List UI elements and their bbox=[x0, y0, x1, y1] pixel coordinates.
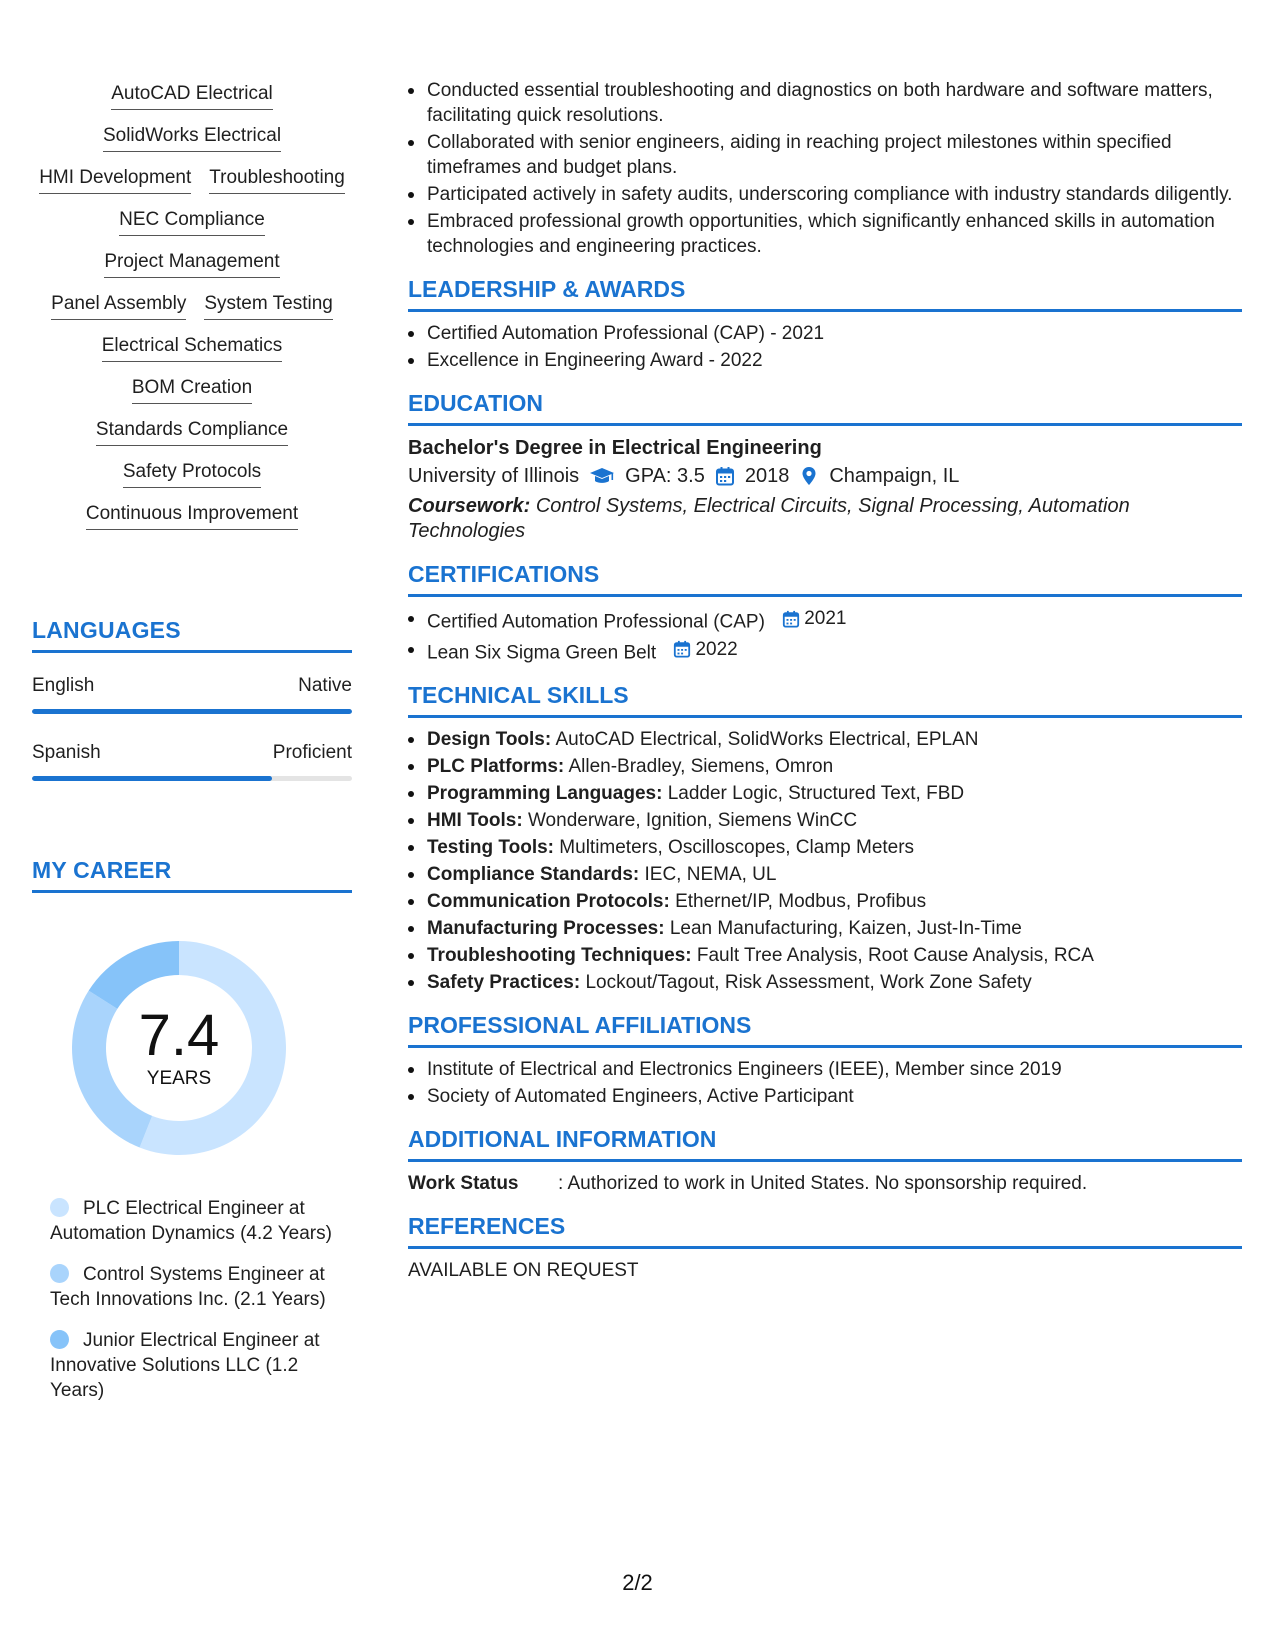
affiliation-item: Society of Automated Engineers, Active Participant bbox=[408, 1084, 1242, 1109]
technical-skill-item bbox=[408, 835, 1242, 860]
technical-skill-item bbox=[408, 754, 1242, 779]
technical-skill-label: Programming Languages: bbox=[427, 783, 663, 804]
experience-bullets bbox=[408, 78, 1242, 259]
skills-row bbox=[32, 166, 352, 194]
experience-bullet: Embraced professional growth opportunities, which significantly enhanced skills in automation technologies and engineering practices. bbox=[408, 209, 1242, 259]
certification-item bbox=[408, 637, 1242, 666]
skills-row bbox=[32, 502, 352, 530]
language-level: Native bbox=[298, 675, 352, 696]
experience-bullet: Participated actively in safety audits, underscoring compliance with industry standards diligently. bbox=[408, 182, 1242, 207]
education-heading: EDUCATION bbox=[408, 390, 544, 416]
section-rule bbox=[408, 1246, 1242, 1249]
skill-tag: Standards Compliance bbox=[96, 418, 288, 446]
languages-rule bbox=[32, 650, 352, 653]
skill-tag: NEC Compliance bbox=[119, 208, 265, 236]
technical-skill-value: Multimeters, Oscilloscopes, Clamp Meters bbox=[559, 837, 915, 858]
career-heading: MY CAREER bbox=[32, 857, 172, 883]
certification-name: Lean Six Sigma Green Belt bbox=[427, 642, 657, 663]
main-column bbox=[408, 78, 1242, 1283]
additional-info-section bbox=[408, 1125, 1242, 1196]
references-section bbox=[408, 1212, 1242, 1283]
language-name: English bbox=[32, 675, 95, 696]
affiliations-section bbox=[408, 1011, 1242, 1109]
skill-tag: HMI Development bbox=[39, 166, 191, 194]
affiliations-list bbox=[408, 1057, 1242, 1109]
skills-column bbox=[32, 82, 352, 530]
career-total-unit: YEARS bbox=[146, 1068, 212, 1089]
coursework-label: Coursework: bbox=[408, 495, 531, 517]
references-text: AVAILABLE ON REQUEST bbox=[408, 1260, 639, 1281]
technical-skill-label: PLC Platforms: bbox=[427, 756, 565, 777]
language-english bbox=[32, 675, 352, 714]
technical-skill-value: Allen-Bradley, Siemens, Omron bbox=[568, 756, 834, 777]
work-status-value: : Authorized to work in United States. No sponsorship required. bbox=[558, 1173, 1088, 1194]
section-rule bbox=[408, 594, 1242, 597]
career-item bbox=[50, 1196, 340, 1246]
skills-row bbox=[32, 460, 352, 488]
work-status-label: Work Status bbox=[408, 1173, 519, 1194]
affiliation-item: Institute of Electrical and Electronics Engineers (IEEE), Member since 2019 bbox=[408, 1057, 1242, 1082]
technical-skill-label: Troubleshooting Techniques: bbox=[427, 945, 692, 966]
technical-skills-heading: TECHNICAL SKILLS bbox=[408, 682, 629, 708]
skills-tags bbox=[32, 82, 352, 530]
technical-skill-value: AutoCAD Electrical, SolidWorks Electrical, EPLAN bbox=[555, 729, 979, 750]
award-item: Excellence in Engineering Award - 2022 bbox=[408, 348, 1242, 373]
career-item bbox=[50, 1328, 340, 1403]
legend-dot-icon bbox=[50, 1198, 69, 1217]
languages-section bbox=[32, 617, 352, 781]
career-rule bbox=[32, 890, 352, 893]
skill-tag: Troubleshooting bbox=[209, 166, 345, 194]
page-number: 2/2 bbox=[622, 1570, 653, 1595]
section-rule bbox=[408, 715, 1242, 718]
leadership-heading: LEADERSHIP & AWARDS bbox=[408, 276, 686, 302]
coursework bbox=[408, 494, 1242, 544]
language-bar-track bbox=[32, 776, 352, 781]
technical-skills-section bbox=[408, 681, 1242, 995]
skills-row bbox=[32, 124, 352, 152]
skill-tag: SolidWorks Electrical bbox=[103, 124, 281, 152]
graduation-cap-icon bbox=[589, 466, 615, 486]
skills-row bbox=[32, 418, 352, 446]
education-details bbox=[408, 461, 1242, 491]
career-total-years: 7.4 bbox=[138, 1003, 220, 1068]
experience-bullet: Conducted essential troubleshooting and diagnostics on both hardware and software matters, facilitating quick resolutions. bbox=[408, 78, 1242, 128]
school-name: University of Illinois bbox=[408, 465, 580, 487]
technical-skill-item bbox=[408, 808, 1242, 833]
skill-tag: Project Management bbox=[104, 250, 279, 278]
career-donut-chart bbox=[66, 935, 292, 1161]
language-bar-fill bbox=[32, 709, 352, 714]
section-rule bbox=[408, 423, 1242, 426]
leadership-list bbox=[408, 321, 1242, 373]
separator bbox=[715, 466, 735, 486]
technical-skill-label: Compliance Standards: bbox=[427, 864, 640, 885]
skill-tag: Panel Assembly bbox=[51, 292, 186, 320]
leadership-section bbox=[408, 275, 1242, 373]
skills-row bbox=[32, 250, 352, 278]
technical-skill-item bbox=[408, 943, 1242, 968]
technical-skills-list bbox=[408, 727, 1242, 995]
separator bbox=[589, 466, 615, 486]
coursework-list: Control Systems, Electrical Circuits, Signal Processing, Automation Technologies bbox=[408, 495, 1130, 542]
calendar-icon bbox=[673, 640, 691, 658]
language-level: Proficient bbox=[272, 742, 352, 763]
additional-info-heading: ADDITIONAL INFORMATION bbox=[408, 1126, 717, 1152]
skill-tag: AutoCAD Electrical bbox=[111, 82, 273, 110]
location-pin-icon bbox=[799, 466, 819, 486]
skill-tag: Safety Protocols bbox=[123, 460, 261, 488]
technical-skill-item bbox=[408, 727, 1242, 752]
certification-name: Certified Automation Professional (CAP) bbox=[427, 611, 765, 633]
experience-bullet: Collaborated with senior engineers, aiding in reaching project milestones within specified timeframes and budget plans. bbox=[408, 130, 1242, 180]
technical-skill-value: Wonderware, Ignition, Siemens WinCC bbox=[527, 810, 858, 831]
certifications-section bbox=[408, 560, 1242, 665]
education-section bbox=[408, 389, 1242, 544]
technical-skill-item bbox=[408, 970, 1242, 995]
gpa: GPA: 3.5 bbox=[625, 465, 705, 487]
section-rule bbox=[408, 309, 1242, 312]
career-item-text: Junior Electrical Engineer at Innovative Solutions LLC (1.2 Years) bbox=[50, 1330, 320, 1401]
calendar-icon bbox=[715, 466, 735, 486]
legend-dot-icon bbox=[50, 1264, 69, 1283]
career-item bbox=[50, 1262, 340, 1312]
skill-tag: System Testing bbox=[204, 292, 332, 320]
donut-center bbox=[66, 935, 292, 1161]
school-location: Champaign, IL bbox=[829, 465, 960, 487]
career-section bbox=[32, 857, 352, 893]
legend-dot-icon bbox=[50, 1330, 69, 1349]
technical-skill-value: Ethernet/IP, Modbus, Profibus bbox=[675, 891, 927, 912]
section-rule bbox=[408, 1045, 1242, 1048]
separator bbox=[799, 466, 819, 486]
technical-skill-item bbox=[408, 916, 1242, 941]
technical-skill-label: Safety Practices: bbox=[427, 972, 581, 993]
degree-title: Bachelor's Degree in Electrical Engineering bbox=[408, 437, 822, 459]
technical-skill-item bbox=[408, 889, 1242, 914]
skills-row bbox=[32, 82, 352, 110]
technical-skill-label: Communication Protocols: bbox=[427, 891, 670, 912]
language-name: Spanish bbox=[32, 742, 101, 763]
career-item-text: Control Systems Engineer at Tech Innovations Inc. (2.1 Years) bbox=[50, 1264, 326, 1310]
language-row bbox=[32, 675, 352, 697]
language-spanish bbox=[32, 742, 352, 781]
skills-row bbox=[32, 292, 352, 320]
career-item-text: PLC Electrical Engineer at Automation Dynamics (4.2 Years) bbox=[50, 1198, 332, 1244]
technical-skill-label: Manufacturing Processes: bbox=[427, 918, 665, 939]
skill-tag: Continuous Improvement bbox=[86, 502, 298, 530]
technical-skill-value: Ladder Logic, Structured Text, FBD bbox=[667, 783, 965, 804]
language-row bbox=[32, 742, 352, 764]
career-legend bbox=[50, 1196, 340, 1419]
skills-row bbox=[32, 376, 352, 404]
technical-skill-value: IEC, NEMA, UL bbox=[644, 864, 777, 885]
languages-heading: LANGUAGES bbox=[32, 617, 181, 643]
certification-year: 2022 bbox=[695, 638, 738, 660]
work-status-row bbox=[408, 1171, 1242, 1196]
calendar-icon bbox=[782, 610, 800, 628]
certifications-heading: CERTIFICATIONS bbox=[408, 561, 600, 587]
skills-row bbox=[32, 334, 352, 362]
section-rule bbox=[408, 1159, 1242, 1162]
language-bar-fill bbox=[32, 776, 272, 781]
technical-skill-label: HMI Tools: bbox=[427, 810, 523, 831]
technical-skill-label: Design Tools: bbox=[427, 729, 552, 750]
certifications-list bbox=[408, 606, 1242, 665]
technical-skill-value: Lean Manufacturing, Kaizen, Just-In-Time bbox=[669, 918, 1022, 939]
references-heading: REFERENCES bbox=[408, 1213, 566, 1239]
technical-skill-value: Fault Tree Analysis, Root Cause Analysis, RCA bbox=[696, 945, 1094, 966]
certification-date bbox=[673, 637, 737, 662]
skill-tag: BOM Creation bbox=[132, 376, 252, 404]
skills-row bbox=[32, 208, 352, 236]
award-item: Certified Automation Professional (CAP) - 2021 bbox=[408, 321, 1242, 346]
certification-year: 2021 bbox=[804, 608, 847, 629]
graduation-year: 2018 bbox=[744, 465, 790, 487]
language-bar-track bbox=[32, 709, 352, 714]
certification-date bbox=[782, 606, 846, 631]
technical-skill-label: Testing Tools: bbox=[427, 837, 555, 858]
certification-item bbox=[408, 606, 1242, 635]
technical-skill-value: Lockout/Tagout, Risk Assessment, Work Zone Safety bbox=[585, 972, 1032, 993]
skill-tag: Electrical Schematics bbox=[102, 334, 283, 362]
affiliations-heading: PROFESSIONAL AFFILIATIONS bbox=[408, 1012, 752, 1038]
technical-skill-item bbox=[408, 862, 1242, 887]
technical-skill-item bbox=[408, 781, 1242, 806]
